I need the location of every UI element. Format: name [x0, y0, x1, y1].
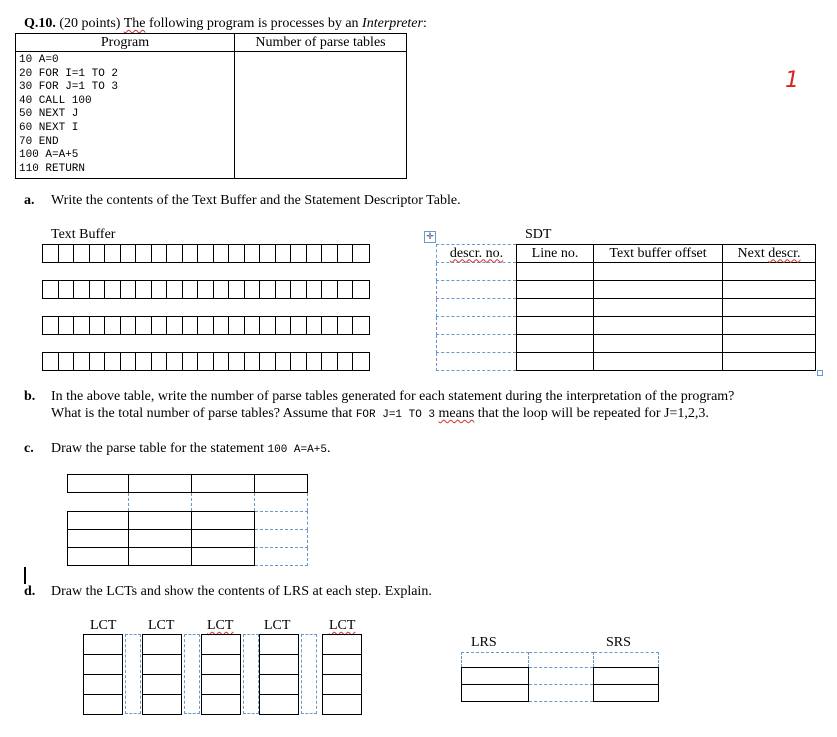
question-number: Q.10.: [24, 16, 56, 31]
question-header: [24, 16, 427, 32]
sdt-header-next: Next descr.: [723, 245, 816, 263]
program-code: [16, 52, 235, 179]
question-interpreter: Interpreter: [362, 16, 423, 31]
parse-cell: [129, 493, 192, 511]
table-move-handle-icon[interactable]: ✛: [424, 231, 436, 243]
sdt-cell[interactable]: [517, 317, 594, 335]
question-the: The: [123, 16, 146, 31]
parse-cell[interactable]: [129, 548, 192, 566]
part-d-text: Draw the LCTs and show the contents of LRS at each step. Explain.: [51, 584, 432, 599]
parse-cell[interactable]: [68, 530, 129, 548]
sdt-cell[interactable]: [594, 335, 723, 353]
sdt-cell[interactable]: [517, 335, 594, 353]
lct-box[interactable]: [259, 634, 299, 715]
sdt-cell[interactable]: [437, 299, 517, 317]
grade-mark: 1: [785, 68, 799, 93]
parse-tables-cell[interactable]: [235, 52, 407, 179]
lct-box[interactable]: [142, 634, 182, 715]
sdt-header-line: Line no.: [517, 245, 594, 263]
sdt-cell[interactable]: [437, 335, 517, 353]
part-b-text-a: What is the total number of parse tables? Assume that: [51, 406, 353, 421]
gap-cell: [529, 668, 594, 685]
part-b-means: means: [438, 406, 475, 421]
gap-cell: [529, 685, 594, 702]
lct-label: LCT: [329, 618, 356, 633]
sdt-table: [436, 244, 816, 371]
sdt-cell[interactable]: [594, 263, 723, 281]
code-line: 60 NEXT I: [19, 121, 79, 134]
sdt-cell[interactable]: [437, 317, 517, 335]
part-b-label: b.: [24, 389, 36, 404]
parse-cell[interactable]: [129, 512, 192, 530]
lrs-cell[interactable]: [462, 653, 529, 668]
parse-cell[interactable]: [192, 512, 255, 530]
sdt-cell[interactable]: [723, 281, 816, 299]
lrs-srs-table: [461, 652, 659, 702]
part-b-code: FOR J=1 TO 3: [355, 409, 436, 421]
parse-cell[interactable]: [129, 530, 192, 548]
lrs-label: LRS: [471, 635, 497, 650]
text-buffer-row[interactable]: [42, 280, 370, 299]
code-line: 50 NEXT J: [19, 108, 79, 121]
sdt-cell[interactable]: [594, 317, 723, 335]
parse-cell[interactable]: [129, 475, 192, 493]
parse-cell: [255, 493, 308, 511]
parse-cell[interactable]: [68, 512, 129, 530]
parse-cell[interactable]: [68, 548, 129, 566]
parse-cell[interactable]: [192, 475, 255, 493]
part-b-line2: [51, 406, 709, 422]
text-buffer-label: Text Buffer: [51, 227, 116, 242]
sdt-cell[interactable]: [517, 299, 594, 317]
parse-table-top: [67, 474, 308, 511]
part-b-text-b: that the loop will be repeated for J=1,2,3.: [477, 406, 709, 421]
lct-gap: [184, 634, 200, 714]
sdt-cell[interactable]: [594, 353, 723, 371]
sdt-cell[interactable]: [723, 263, 816, 281]
sdt-cell[interactable]: [437, 263, 517, 281]
program-table: [15, 33, 407, 179]
srs-cell[interactable]: [594, 668, 659, 685]
parse-cell[interactable]: [255, 548, 308, 566]
sdt-cell[interactable]: [517, 281, 594, 299]
question-points: (20 points): [59, 16, 121, 31]
lct-label: LCT: [90, 618, 117, 633]
text-buffer-row[interactable]: [42, 244, 370, 263]
part-c-label: c.: [24, 441, 34, 456]
code-line: 40 CALL 100: [19, 94, 92, 107]
lrs-cell[interactable]: [462, 668, 529, 685]
part-c-code: 100 A=A+5: [267, 444, 327, 456]
code-line: 100 A=A+5: [19, 149, 79, 162]
question-colon: :: [422, 16, 427, 31]
sdt-cell[interactable]: [723, 335, 816, 353]
part-a-text: Write the contents of the Text Buffer and the Statement Descriptor Table.: [51, 193, 461, 208]
lct-gap: [125, 634, 141, 714]
code-line: 20 FOR I=1 TO 2: [19, 67, 119, 80]
sdt-cell[interactable]: [594, 299, 723, 317]
part-c-text: [51, 441, 330, 457]
lct-label: LCT: [264, 618, 291, 633]
sdt-header-offset: Text buffer offset: [594, 245, 723, 263]
lct-label: LCT: [207, 618, 234, 633]
sdt-cell[interactable]: [594, 281, 723, 299]
text-cursor: [24, 567, 26, 584]
lct-box[interactable]: [322, 634, 362, 715]
question-text: following program is processes by an: [148, 16, 359, 31]
parse-cell[interactable]: [192, 548, 255, 566]
part-c-end: .: [326, 441, 331, 456]
sdt-cell[interactable]: [437, 353, 517, 371]
parse-table-bottom: [67, 511, 308, 566]
parse-cell[interactable]: [255, 530, 308, 548]
parse-tables-header: Number of parse tables: [235, 34, 407, 52]
sdt-cell[interactable]: [723, 317, 816, 335]
lct-gap: [243, 634, 259, 714]
text-buffer-row[interactable]: [42, 352, 370, 371]
lct-gap: [301, 634, 317, 714]
parse-cell[interactable]: [255, 512, 308, 530]
parse-cell[interactable]: [68, 475, 129, 493]
sdt-cell[interactable]: [437, 281, 517, 299]
parse-cell: [68, 493, 129, 511]
parse-cell[interactable]: [255, 475, 308, 493]
sdt-title: SDT: [525, 227, 552, 242]
parse-cell[interactable]: [192, 530, 255, 548]
gap-cell: [529, 653, 594, 668]
sdt-header-descr: descr. no.: [437, 245, 517, 263]
lrs-cell[interactable]: [462, 685, 529, 702]
sdt-cell[interactable]: [517, 353, 594, 371]
code-line: 110 RETURN: [19, 162, 86, 175]
parse-cell: [192, 493, 255, 511]
sdt-cell[interactable]: [517, 263, 594, 281]
table-resize-handle[interactable]: [817, 370, 823, 376]
program-header: Program: [16, 34, 235, 52]
sdt-cell[interactable]: [723, 299, 816, 317]
srs-cell[interactable]: [594, 653, 659, 668]
srs-label: SRS: [606, 635, 631, 650]
text-buffer-row[interactable]: [42, 316, 370, 335]
lct-label: LCT: [148, 618, 175, 633]
code-line: 70 END: [19, 135, 59, 148]
lct-box[interactable]: [201, 634, 241, 715]
part-c-sentence: Draw the parse table for the statement: [51, 441, 265, 456]
part-d-label: d.: [24, 584, 36, 599]
lct-box[interactable]: [83, 634, 123, 715]
code-line: 10 A=0: [19, 54, 59, 66]
code-line: 30 FOR J=1 TO 3: [19, 81, 119, 94]
part-a-label: a.: [24, 193, 35, 208]
sdt-cell[interactable]: [723, 353, 816, 371]
part-b-line1: In the above table, write the number of parse tables generated for each statement during the interpretation of the program?: [51, 389, 735, 404]
srs-cell[interactable]: [594, 685, 659, 702]
